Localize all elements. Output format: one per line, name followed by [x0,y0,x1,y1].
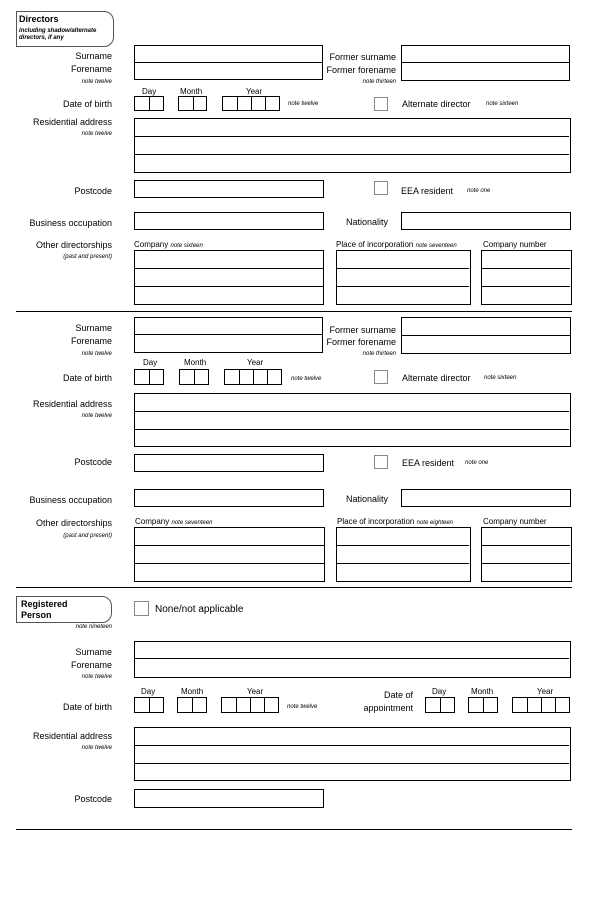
dob-month-field[interactable] [178,96,207,111]
dob-note: note twelve [291,376,322,382]
eea-resident-checkbox[interactable] [374,181,388,195]
postcode-field[interactable] [134,454,324,472]
directors-title: Directors [19,14,59,24]
company-label: Company note sixteen [134,240,203,249]
divider [16,829,572,830]
former-forename-label: Former forename [326,65,396,75]
dob-label: Date of birth [62,702,112,712]
dob-month-field[interactable] [179,369,209,385]
company-number-field[interactable] [481,250,572,305]
other-directorships-label: Other directorships [35,240,112,250]
company-number-field[interactable] [481,527,572,582]
eea-resident-label: EEA resident [401,186,454,196]
surname-label: Surname [75,323,112,333]
year-label: Year [247,687,264,696]
address-note: note twelve [81,413,112,419]
nationality-label: Nationality [345,217,388,227]
place-label: Place of incorporation note eighteen [337,517,453,526]
former-surname-label: Former surname [329,52,396,62]
eea-note: note one [467,188,491,194]
nationality-field[interactable] [401,212,571,230]
dob-month-field[interactable] [177,697,207,713]
forename-label: Forename [70,64,112,74]
former-surname-label: Former surname [329,325,396,335]
dob-note: note twelve [287,704,318,710]
day-label: Day [142,87,157,96]
surname-note: note twelve [81,79,112,85]
address-field[interactable] [134,393,571,447]
month-label: Month [180,87,203,96]
eea-resident-label: EEA resident [402,458,455,468]
former-surname-field[interactable] [401,45,570,63]
surname-note: note twelve [81,351,112,357]
past-present-label: (past and present) [63,254,112,260]
eea-note: note one [465,460,489,466]
forename-field[interactable] [134,334,323,353]
nationality-label: Nationality [345,494,388,504]
address-note: note twelve [81,131,112,137]
year-label: Year [537,687,554,696]
place-field[interactable] [336,250,471,305]
former-note: note thirteen [362,79,396,85]
former-forename-field[interactable] [401,335,571,354]
appointment-year-field[interactable] [512,697,570,713]
dob-year-field[interactable] [222,96,280,111]
day-label: Day [143,358,158,367]
day-label: Day [432,687,447,696]
none-not-applicable-label: None/not applicable [155,604,244,615]
year-label: Year [247,358,264,367]
dob-year-field[interactable] [224,369,282,385]
occupation-field[interactable] [134,212,324,230]
other-directorships-label: Other directorships [35,518,112,528]
alternate-director-checkbox[interactable] [374,370,388,384]
alternate-director-label: Alternate director [402,373,471,383]
surname-forename-field[interactable] [134,641,571,678]
day-label: Day [141,687,156,696]
dob-day-field[interactable] [134,697,164,713]
forename-field[interactable] [134,62,323,80]
divider [16,311,572,312]
dob-note: note twelve [288,101,319,107]
dob-day-field[interactable] [134,369,164,385]
directors-section-tag [16,11,114,47]
none-not-applicable-checkbox[interactable] [134,601,149,616]
alternate-note: note sixteen [486,101,519,107]
registered-person-title: Registered Person [21,599,68,620]
company-field[interactable] [134,250,324,305]
address-field[interactable] [134,727,571,781]
dob-day-field[interactable] [134,96,164,111]
divider [16,587,572,588]
eea-resident-checkbox[interactable] [374,455,388,469]
surname-field[interactable] [134,45,323,63]
appointment-month-field[interactable] [468,697,498,713]
postcode-field[interactable] [134,789,324,808]
registered-note: note nineteen [75,624,112,630]
address-note: note twelve [81,745,112,751]
former-surname-field[interactable] [401,317,571,336]
former-forename-field[interactable] [401,62,570,81]
dob-label: Date of birth [62,99,112,109]
postcode-label: Postcode [74,186,112,196]
appointment-day-field[interactable] [425,697,455,713]
occupation-label: Business occupation [29,218,112,228]
place-field[interactable] [336,527,471,582]
address-label: Residential address [32,117,112,127]
nationality-field[interactable] [401,489,571,507]
month-label: Month [184,358,207,367]
forename-label: Forename [70,660,112,670]
registered-person-tag [16,596,112,623]
alternate-director-checkbox[interactable] [374,97,388,111]
surname-label: Surname [75,647,112,657]
former-forename-label: Former forename [326,337,396,347]
occupation-label: Business occupation [29,495,112,505]
address-field[interactable] [134,118,571,173]
date-of-label: Date of [383,690,413,700]
alternate-director-label: Alternate director [402,99,471,109]
forename-label: Forename [70,336,112,346]
company-number-label: Company number [483,517,547,526]
company-label: Company note seventeen [135,517,213,526]
appointment-label: appointment [363,703,413,713]
place-label: Place of incorporation note seventeen [336,240,457,249]
surname-label: Surname [75,51,112,61]
dob-year-field[interactable] [221,697,279,713]
address-label: Residential address [32,399,112,409]
former-note: note thirteen [362,351,396,357]
address-label: Residential address [32,731,112,741]
past-present-label: (past and present) [63,533,112,539]
occupation-field[interactable] [134,489,324,507]
postcode-field[interactable] [134,180,324,198]
surname-field[interactable] [134,317,323,335]
month-label: Month [471,687,494,696]
postcode-label: Postcode [74,794,112,804]
dob-label: Date of birth [62,373,112,383]
company-number-label: Company number [483,240,547,249]
company-field[interactable] [134,527,325,582]
postcode-label: Postcode [74,457,112,467]
alternate-note: note sixteen [484,375,517,381]
month-label: Month [181,687,204,696]
surname-note: note twelve [81,674,112,680]
year-label: Year [246,87,263,96]
directors-subtitle: including shadow/alternate directors, if any [19,28,97,41]
